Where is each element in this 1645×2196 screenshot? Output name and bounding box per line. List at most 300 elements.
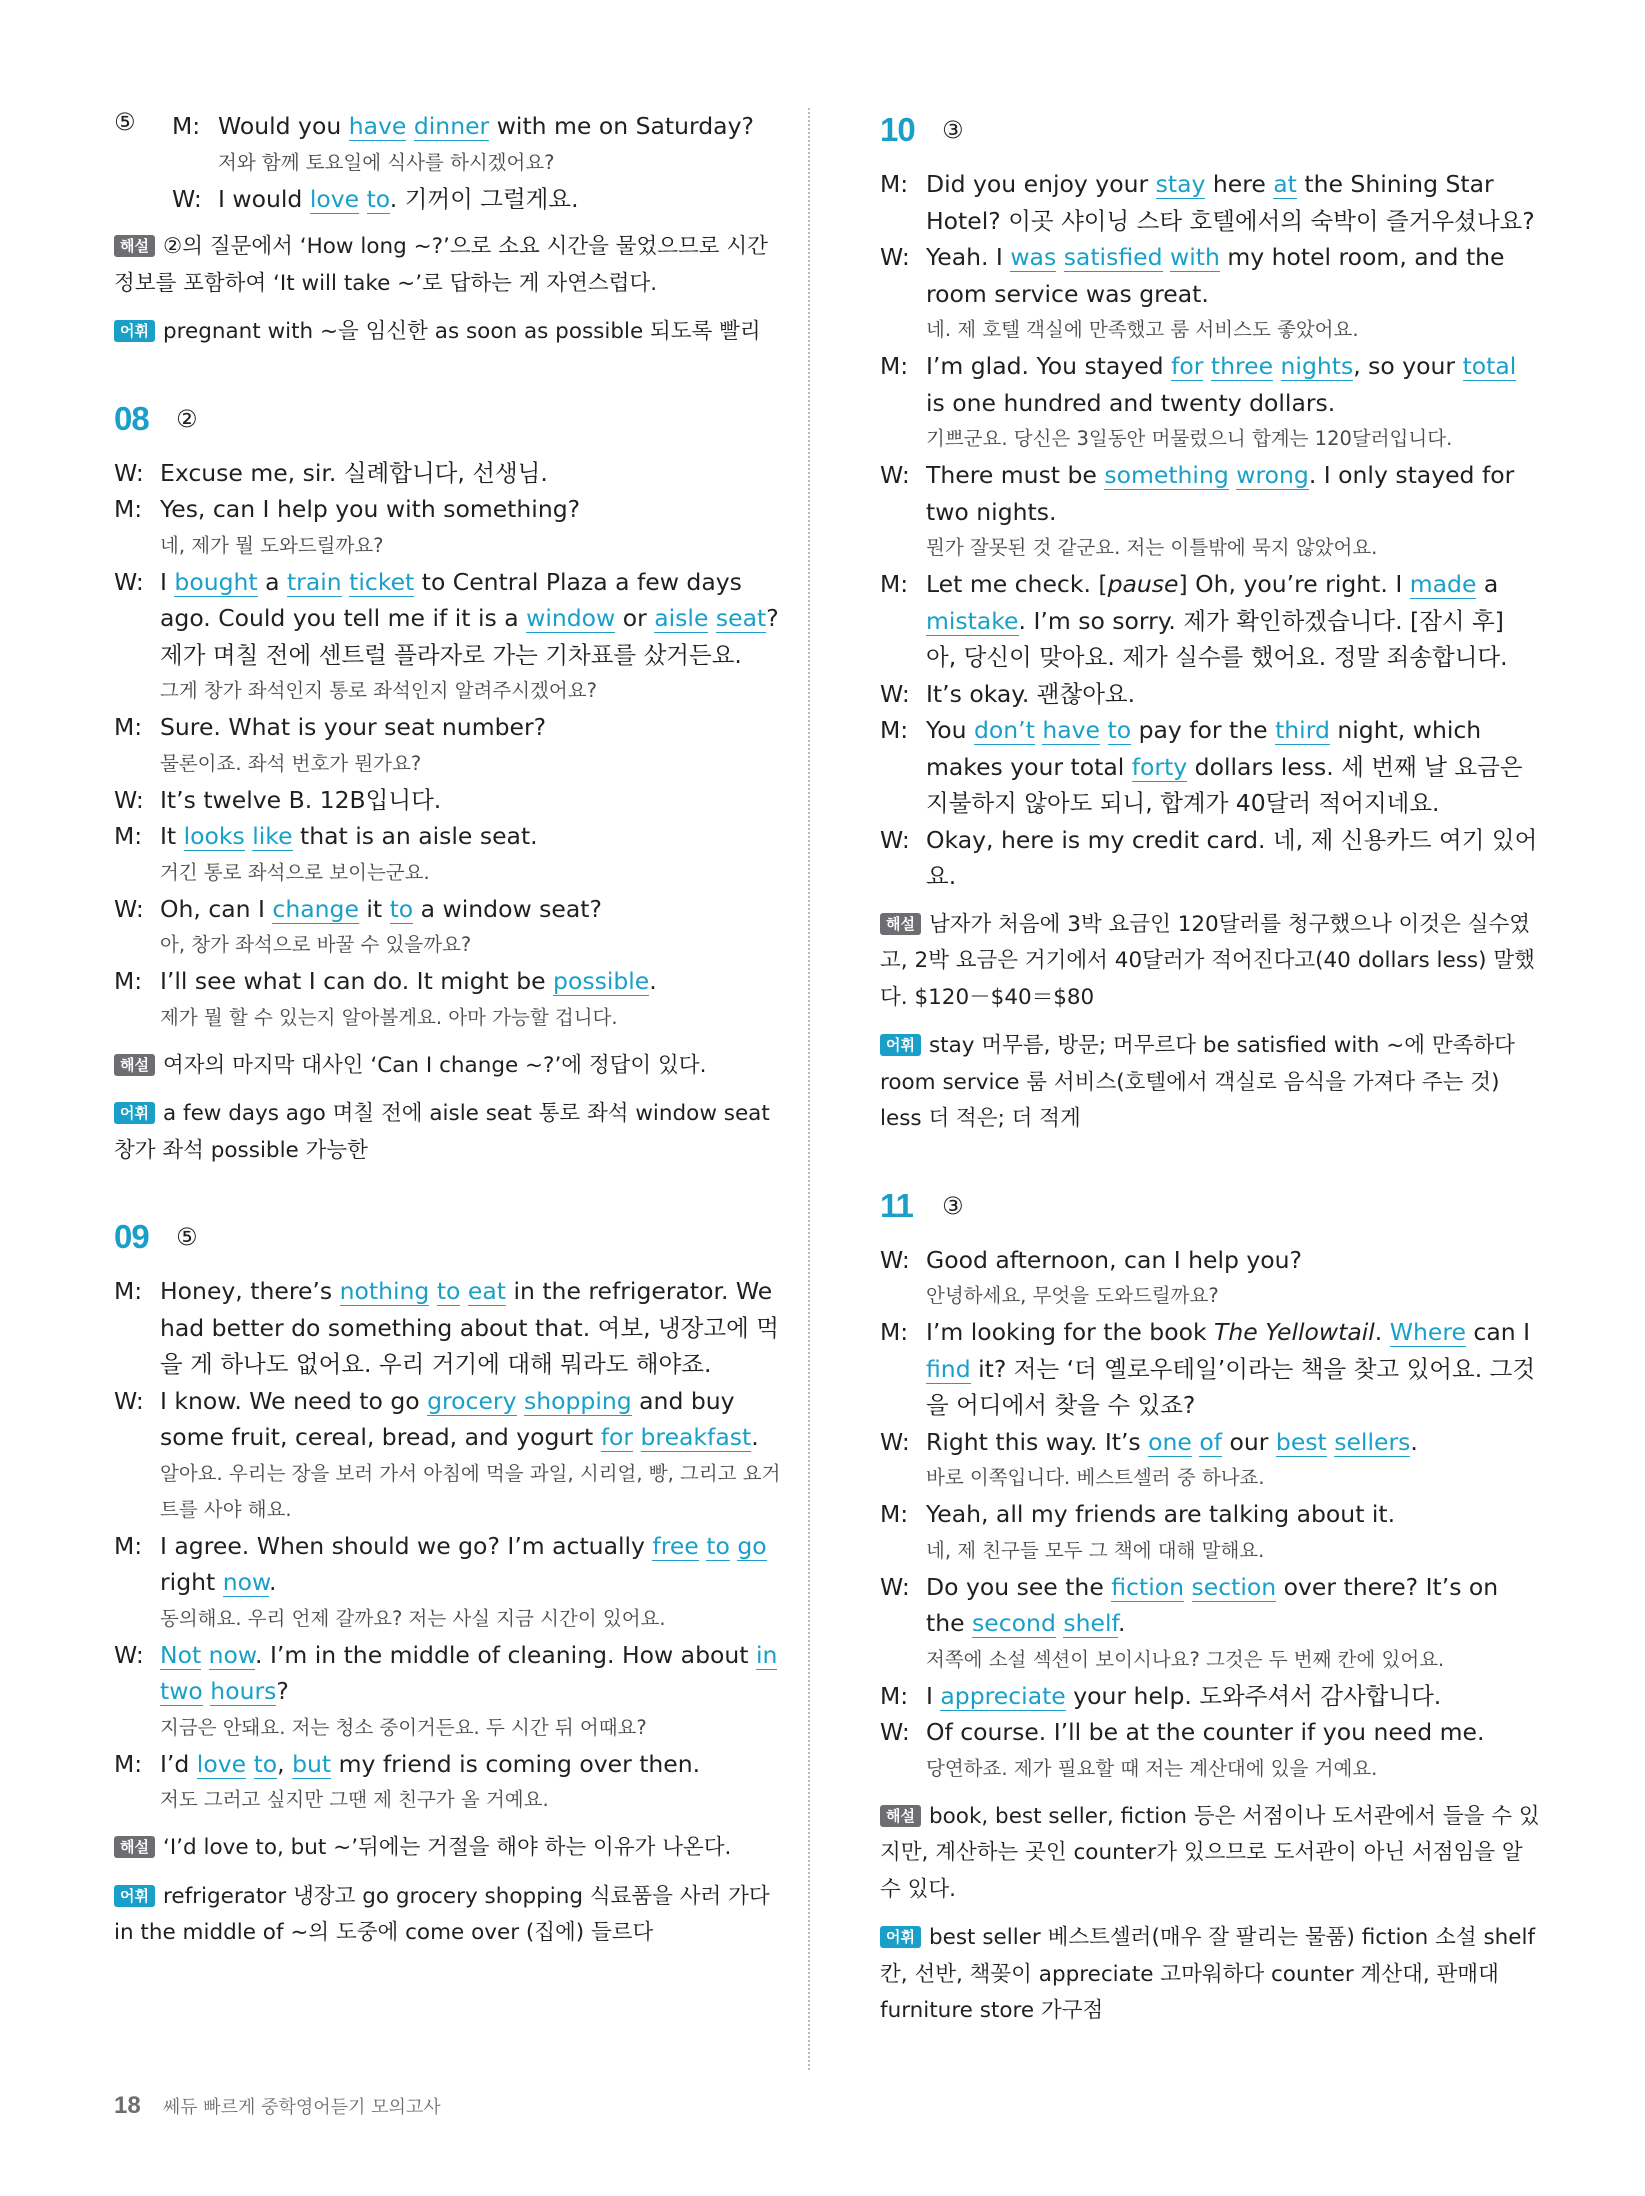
question-answer: ③ <box>942 1191 964 1220</box>
text-segment: can I <box>1465 1318 1531 1346</box>
english-text <box>160 1273 786 1383</box>
blank-answer-word: made <box>1409 570 1477 598</box>
line-body <box>160 818 786 891</box>
line-body <box>160 891 786 964</box>
dialogue-line <box>880 712 1540 822</box>
speaker-label: M: <box>114 967 143 995</box>
text-segment: here <box>1205 170 1274 198</box>
blank-answer-word: two <box>160 1677 203 1705</box>
line-body <box>160 1746 786 1819</box>
explain-tag: 해설 <box>114 235 155 257</box>
english-text <box>926 1714 1540 1751</box>
text-segment: I’d <box>160 1749 197 1778</box>
text-segment: and buy some fruit, cereal, bread, and yogurt <box>160 1386 735 1451</box>
question-number: 11 <box>880 1186 913 1224</box>
text-segment: Okay, here is my credit card. 네, 제 신용카드 여기 있어요. <box>926 825 1538 890</box>
q07-explanation <box>114 229 786 302</box>
blank-answer-word: to <box>706 1531 730 1560</box>
text-segment: . <box>1410 1427 1418 1456</box>
line-body <box>926 1569 1540 1678</box>
q10-section <box>880 108 1540 1138</box>
korean-translation: 당연하죠. 제가 필요할 때 저는 계산대에 있을 거예요. <box>926 1756 1378 1780</box>
q11-header <box>880 1184 1540 1228</box>
q11-section <box>880 1184 1540 2030</box>
q10-header <box>880 108 1540 152</box>
text-segment <box>406 112 413 140</box>
dialogue-line <box>114 1637 786 1746</box>
text-segment: . I only stayed for two nights. <box>926 461 1515 526</box>
line-body <box>926 166 1540 239</box>
line-body <box>218 108 786 181</box>
blank-answer-word: but <box>292 1749 332 1778</box>
text-segment: Do you see the <box>926 1572 1112 1601</box>
dialogue-line <box>114 491 786 564</box>
blank-answer-word: forty <box>1131 752 1188 781</box>
dialogue-line <box>880 239 1540 348</box>
blank-answer-word: bought <box>174 567 258 596</box>
blank-answer-word: to <box>1107 716 1132 744</box>
text-segment: I would <box>218 184 310 213</box>
english-text <box>926 822 1540 895</box>
blank-answer-word: aisle <box>654 604 709 632</box>
text-segment: your help. 도와주셔서 감사합니다. <box>1065 1681 1442 1710</box>
korean-translation: 저도 그러고 싶지만 그땐 제 친구가 올 거예요. <box>160 1788 549 1811</box>
korean-translation: 제가 뭘 할 수 있는지 알아볼게요. 아마 가능할 겁니다. <box>160 1005 618 1029</box>
korean-translation: 안녕하세요, 무엇을 도와드릴까요? <box>926 1284 1219 1307</box>
blank-answer-word: grocery <box>427 1386 517 1415</box>
q10-vocab <box>880 1028 1540 1138</box>
blank-answer-word: like <box>252 822 293 850</box>
text-segment: a <box>257 567 287 596</box>
speaker-label: W: <box>880 243 910 271</box>
korean-translation: 저쪽에 소설 섹션이 보이시나요? 그것은 두 번째 칸에 있어요. <box>926 1647 1445 1671</box>
line-body <box>926 1242 1540 1315</box>
q08-vocab <box>114 1096 786 1169</box>
explain-text: 여자의 마지막 대사인 ‘Can I change ~?’에 정답이 있다. <box>162 1052 707 1078</box>
text-segment: ? 제가 며칠 전에 센트럴 플라자로 가는 기차표를 샀거든요. <box>160 604 779 669</box>
speaker-label: W: <box>114 1640 144 1669</box>
speaker-label: M: <box>880 1500 909 1528</box>
q09-dialogue <box>114 1273 786 1818</box>
line-body <box>926 822 1540 895</box>
line-body <box>926 1496 1540 1569</box>
vocab-text: pregnant with ~을 임신한 as soon as possible 되도록 빨리 <box>162 319 761 344</box>
q07-vocab <box>114 314 786 351</box>
english-text <box>218 108 786 145</box>
question-answer: ③ <box>942 116 964 144</box>
dialogue-line <box>114 1528 786 1637</box>
text-segment: . I’m so sorry. 제가 확인하겠습니다. [잠시 후] 아, 당신이 맞아요. 제가 실수를 했어요. 정말 죄송합니다. <box>926 606 1508 671</box>
italic-text: pause <box>1107 570 1179 598</box>
vocab-tag: 어휘 <box>114 320 155 342</box>
text-segment: . 기꺼이 그럴게요. <box>389 184 579 213</box>
english-text <box>160 709 786 746</box>
text-segment: . <box>649 967 657 995</box>
dialogue-line <box>114 782 786 819</box>
text-segment <box>1100 716 1107 744</box>
blank-answer-word: dinner <box>413 112 490 140</box>
page-number: 18 <box>114 2092 141 2119</box>
blank-answer-word: to <box>366 184 390 213</box>
english-text <box>926 1496 1540 1533</box>
speaker-label: M: <box>880 170 909 198</box>
text-segment <box>246 1750 253 1778</box>
text-segment: my hotel room, and the room service was great. <box>926 243 1505 308</box>
text-segment: pay for the <box>1131 716 1276 744</box>
text-segment: I’ll see what I can do. It might be <box>160 967 554 995</box>
text-segment: Good afternoon, can I help you? <box>926 1245 1303 1274</box>
q07-section <box>114 108 786 351</box>
dialogue-line <box>172 108 786 181</box>
text-segment: Right this way. It’s <box>926 1427 1149 1456</box>
text-segment <box>1203 352 1210 380</box>
blank-answer-word: shelf <box>1063 1609 1119 1637</box>
blank-answer-word: breakfast <box>640 1423 752 1451</box>
q07-answer-row <box>114 108 786 217</box>
english-text <box>926 1424 1540 1461</box>
english-text <box>926 1569 1540 1642</box>
blank-answer-word: go <box>737 1531 767 1560</box>
line-body <box>160 963 786 1036</box>
english-text <box>926 566 1540 676</box>
blank-answer-word: now <box>208 1640 255 1669</box>
text-segment: There must be <box>926 461 1105 489</box>
line-body <box>926 457 1540 566</box>
english-text <box>160 818 786 855</box>
vocab-text: best seller 베스트셀러(매우 잘 팔리는 물품) fiction 소설 shelf 칸, 선반, 책꽂이 appreciate 고마워하다 counter 계산대, 판매대 furniture store 가구점 <box>880 1925 1536 2023</box>
text-segment <box>359 185 366 213</box>
blank-answer-word: hours <box>210 1677 277 1705</box>
blank-answer-word: wrong <box>1236 461 1309 489</box>
page-footer <box>114 2092 441 2120</box>
speaker-label: W: <box>880 1427 910 1456</box>
text-segment: Would you <box>218 112 349 140</box>
english-text <box>218 181 786 218</box>
english-text <box>926 1314 1540 1424</box>
korean-translation: 뭔가 잘못된 것 같군요. 저는 이틀밖에 묵지 않았어요. <box>926 536 1378 559</box>
blank-answer-word: section <box>1191 1572 1277 1601</box>
dialogue-line <box>172 181 786 218</box>
english-text <box>926 239 1540 312</box>
dialogue-line <box>880 348 1540 457</box>
dialogue-line <box>114 1746 786 1819</box>
line-body <box>160 564 786 710</box>
text-segment: our <box>1222 1427 1276 1456</box>
dialogue-line <box>880 1678 1540 1715</box>
blank-answer-word: to <box>253 1749 278 1778</box>
korean-translation: 물론이죠. 좌석 번호가 뭔가요? <box>160 751 422 775</box>
text-segment: that is an aisle seat. <box>292 822 538 850</box>
question-answer: ② <box>176 404 198 433</box>
text-segment: It’s twelve B. 12B입니다. <box>160 785 442 814</box>
korean-translation: 그게 창가 좌석인지 통로 좌석인지 알려주시겠어요? <box>160 679 597 702</box>
text-segment: . <box>1118 1609 1126 1637</box>
blank-answer-word: best <box>1275 1427 1327 1456</box>
blank-answer-word: nothing <box>339 1277 430 1305</box>
dialogue-line <box>880 457 1540 566</box>
text-segment: night, which makes your total <box>926 716 1482 781</box>
english-text <box>160 963 786 1000</box>
korean-translation: 바로 이쪽입니다. 베스트셀러 중 하나죠. <box>926 1466 1265 1489</box>
dialogue-line <box>114 1383 786 1528</box>
speaker-label: W: <box>880 1245 910 1274</box>
text-segment: a window seat? <box>413 894 602 923</box>
text-segment: It <box>160 822 184 850</box>
blank-answer-word: was <box>1010 243 1057 271</box>
explain-text: 남자가 처음에 3박 요금인 120달러를 청구했으나 이것은 실수였고, 2박 요금은 거기에서 40달러가 적어진다고(40 dollars less) 말했다. $120－$40＝$80 <box>880 911 1535 1010</box>
vocab-tag: 어휘 <box>880 1034 921 1056</box>
speaker-label: W: <box>880 679 910 708</box>
text-segment: ? <box>276 1677 289 1705</box>
blank-answer-word: looks <box>183 822 245 850</box>
text-segment: You <box>926 716 974 744</box>
text-segment: my friend is coming over then. <box>331 1749 701 1778</box>
blank-answer-word: window <box>526 604 616 632</box>
text-segment <box>633 1423 640 1451</box>
english-text <box>160 782 786 819</box>
line-body <box>160 455 786 492</box>
text-segment: I’m looking for the book <box>926 1318 1215 1346</box>
text-segment: I <box>160 567 175 596</box>
blank-answer-word: love <box>196 1749 247 1778</box>
blank-answer-word: of <box>1199 1427 1223 1456</box>
speaker-label: M: <box>880 570 909 598</box>
vocab-text: a few days ago 며칠 전에 aisle seat 통로 좌석 window seat 창가 좌석 possible 가능한 <box>114 1101 770 1163</box>
line-body <box>926 1678 1540 1715</box>
q09-explanation <box>114 1830 786 1867</box>
dialogue-line <box>114 564 786 710</box>
dialogue-line <box>880 1714 1540 1787</box>
left-column <box>114 108 786 1998</box>
q11-vocab <box>880 1920 1540 2030</box>
blank-answer-word: train <box>286 567 342 596</box>
blank-answer-word: stay <box>1155 170 1206 198</box>
line-body <box>160 1528 786 1637</box>
speaker-label: M: <box>172 112 201 140</box>
english-text <box>926 348 1540 421</box>
text-segment: It’s okay. 괜찮아요. <box>926 679 1136 708</box>
speaker-label: W: <box>114 1386 144 1415</box>
text-segment: or <box>615 604 655 632</box>
blank-answer-word: third <box>1275 716 1330 744</box>
dialogue-line <box>880 1569 1540 1678</box>
text-segment: I’m glad. You stayed <box>926 352 1172 380</box>
text-segment: right <box>160 1568 223 1596</box>
text-segment <box>460 1277 467 1305</box>
blank-answer-word: to <box>436 1277 461 1305</box>
text-segment: with me on Saturday? <box>489 112 754 140</box>
english-text <box>926 1242 1540 1279</box>
text-segment: it <box>358 894 390 923</box>
blank-answer-word: seat <box>715 604 767 632</box>
korean-translation: 저와 함께 토요일에 식사를 하시겠어요? <box>218 150 555 174</box>
blank-answer-word: mistake <box>926 606 1019 635</box>
dialogue-line <box>114 818 786 891</box>
english-text <box>926 676 1540 713</box>
blank-answer-word: now <box>222 1568 270 1596</box>
text-segment: in the refrigerator. We had better do something about that. 여보, 냉장고에 먹을 게 하나도 없어요. 우리 거기에 대해 뭐라도 해야죠. <box>160 1277 779 1378</box>
q10-dialogue <box>880 166 1540 895</box>
text-segment: Yeah, all my friends are talking about it. <box>926 1500 1396 1528</box>
line-body <box>926 712 1540 822</box>
english-text <box>160 1528 786 1601</box>
blank-answer-word: to <box>389 894 414 923</box>
korean-translation: 거긴 통로 좌석으로 보이는군요. <box>160 860 430 884</box>
blank-answer-word: eat <box>467 1277 506 1305</box>
dialogue-line <box>880 1424 1540 1497</box>
text-segment: . <box>1374 1318 1390 1346</box>
line-body <box>926 1714 1540 1787</box>
q08-dialogue <box>114 455 786 1036</box>
vocab-text: stay 머무름, 방문; 머무르다 be satisfied with ~에 만족하다 room service 룸 서비스(호텔에서 객실로 음식을 가져다 주는 것) less 더 적은; 더 적게 <box>880 1033 1515 1131</box>
text-segment <box>1163 243 1170 271</box>
english-text <box>160 1383 786 1456</box>
dialogue-line <box>880 1314 1540 1424</box>
blank-answer-word: Where <box>1389 1318 1466 1346</box>
text-segment: Sure. What is your seat number? <box>160 713 547 741</box>
korean-translation: 동의해요. 우리 언제 갈까요? 저는 사실 지금 시간이 있어요. <box>160 1606 666 1630</box>
blank-answer-word: in <box>755 1640 778 1669</box>
dialogue-line <box>880 676 1540 713</box>
text-segment: it? 저는 ‘더 옐로우테일’이라는 책을 찾고 있어요. 그것을 어디에서 찾을 수 있죠? <box>926 1354 1536 1419</box>
speaker-label: M: <box>114 822 143 850</box>
korean-translation: 알아요. 우리는 장을 보러 가서 아침에 먹을 과일, 시리얼, 빵, 그리고 요거트를 사야 해요. <box>160 1461 781 1521</box>
speaker-label: M: <box>114 1749 143 1778</box>
speaker-label: W: <box>880 461 910 489</box>
line-body <box>160 1383 786 1528</box>
blank-answer-word: shopping <box>523 1386 632 1415</box>
speaker-label: M: <box>114 1277 143 1305</box>
blank-answer-word: one <box>1148 1427 1192 1456</box>
blank-answer-word: find <box>926 1354 971 1383</box>
text-segment <box>201 1641 208 1669</box>
english-text <box>160 1746 786 1783</box>
text-segment: Excuse me, sir. 실례합니다, 선생님. <box>160 458 548 487</box>
english-text <box>926 712 1540 822</box>
blank-answer-word: don’t <box>973 716 1035 744</box>
text-segment: is one hundred and twenty dollars. <box>926 388 1336 417</box>
line-body <box>218 181 786 218</box>
text-segment: I agree. When should we go? I’m actually <box>160 1531 653 1560</box>
speaker-label: W: <box>114 567 144 596</box>
english-text <box>926 166 1540 239</box>
blank-answer-word: free <box>652 1531 699 1560</box>
english-text <box>160 455 786 492</box>
text-segment <box>708 604 715 632</box>
speaker-label: M: <box>880 1318 909 1346</box>
line-body <box>926 1314 1540 1424</box>
text-segment: dollars less. 세 번째 날 요금은 지불하지 않아도 되니, 합계가 40달러 적어지네요. <box>926 752 1523 817</box>
dialogue-line <box>880 166 1540 239</box>
english-text <box>160 1637 786 1710</box>
text-segment: Of course. I’ll be at the counter if you need me. <box>926 1718 1485 1746</box>
explain-tag: 해설 <box>114 1836 155 1858</box>
question-number: 09 <box>114 1218 149 1255</box>
line-body <box>160 1273 786 1383</box>
italic-text: The Yellowtail <box>1214 1318 1375 1346</box>
speaker-label: M: <box>114 1531 143 1560</box>
column-divider <box>808 108 810 2070</box>
text-segment: . <box>751 1423 759 1451</box>
blank-answer-word: have <box>1042 716 1101 744</box>
blank-answer-word: have <box>348 112 407 140</box>
blank-answer-word: change <box>272 894 359 923</box>
blank-answer-word: Not <box>160 1640 202 1669</box>
text-segment: to Central Plaza a few days ago. Could you tell me if it is a <box>160 567 742 632</box>
q08-section <box>114 397 786 1170</box>
q11-dialogue <box>880 1242 1540 1787</box>
dialogue-line <box>880 1242 1540 1315</box>
blank-answer-word: with <box>1169 243 1220 271</box>
text-segment <box>429 1277 436 1305</box>
text-segment: the Shining Star Hotel? 이곳 샤이닝 스타 호텔에서의 숙박이 즐거우셨나요? <box>926 170 1535 235</box>
vocab-tag: 어휘 <box>114 1885 155 1907</box>
speaker-label: W: <box>880 1718 910 1746</box>
line-body <box>926 348 1540 457</box>
line-body <box>160 491 786 564</box>
vocab-text: refrigerator 냉장고 go grocery shopping 식료품을 사러 가다 in the middle of ~의 도중에 come over (집에) 들르다 <box>114 1883 770 1945</box>
text-segment <box>1184 1573 1191 1601</box>
blank-answer-word: second <box>972 1609 1056 1637</box>
english-text <box>926 457 1540 530</box>
korean-translation: 네. 제 호텔 객실에 만족했고 룸 서비스도 좋았어요. <box>926 318 1359 341</box>
korean-translation: 지금은 안돼요. 저는 청소 중이거든요. 두 시간 뒤 어때요? <box>160 1715 647 1739</box>
question-answer: ⑤ <box>176 1223 198 1251</box>
korean-translation: 기쁘군요. 당신은 3일동안 머물렀으니 합계는 120달러입니다. <box>926 427 1453 450</box>
vocab-tag: 어휘 <box>114 1102 155 1124</box>
dialogue-line <box>114 1273 786 1383</box>
dialogue-line <box>880 822 1540 895</box>
text-segment: Let me check. [ <box>926 570 1108 598</box>
text-segment <box>517 1387 524 1415</box>
text-segment: , <box>277 1749 293 1778</box>
line-body <box>926 566 1540 676</box>
explain-tag: 해설 <box>880 913 921 935</box>
question-number: 10 <box>880 111 915 148</box>
blank-answer-word: total <box>1462 352 1517 380</box>
text-segment: . <box>269 1568 277 1596</box>
question-number: 08 <box>114 399 149 437</box>
explain-text: ‘I’d love to, but ~’뒤에는 거절을 해야 하는 이유가 나온다. <box>162 1835 732 1860</box>
speaker-label: W: <box>114 785 144 814</box>
text-segment: Yes, can I help you with something? <box>160 495 581 523</box>
text-segment: I know. We need to go <box>160 1386 428 1415</box>
english-text <box>160 891 786 928</box>
text-segment: Did you enjoy your <box>926 170 1156 198</box>
explain-text: ②의 질문에서 ‘How long ~?’으로 소요 시간을 물었으므로 시간 정보를 포함하여 ‘It will take ~’로 답하는 게 자연스럽다. <box>114 234 768 296</box>
line-body <box>926 676 1540 713</box>
q07-dialogue <box>172 108 786 217</box>
blank-answer-word: nights <box>1280 352 1354 380</box>
text-segment: Honey, there’s <box>160 1277 340 1305</box>
dialogue-line <box>880 566 1540 676</box>
blank-answer-word: sellers <box>1334 1427 1411 1456</box>
english-text <box>160 564 786 674</box>
dialogue-line <box>114 891 786 964</box>
text-segment <box>1273 352 1280 380</box>
text-segment: Oh, can I <box>160 894 273 923</box>
q08-explanation <box>114 1048 786 1085</box>
speaker-label: W: <box>880 1572 910 1601</box>
q07-answer: ⑤ <box>114 108 136 136</box>
text-segment: ] Oh, you’re right. I <box>1178 570 1410 598</box>
explain-tag: 해설 <box>880 1805 921 1827</box>
speaker-label: M: <box>880 716 909 744</box>
speaker-label: W: <box>114 458 144 487</box>
korean-translation: 아, 창가 좌석으로 바꿀 수 있을까요? <box>160 933 472 956</box>
blank-answer-word: satisfied <box>1063 243 1163 271</box>
line-body <box>160 709 786 782</box>
